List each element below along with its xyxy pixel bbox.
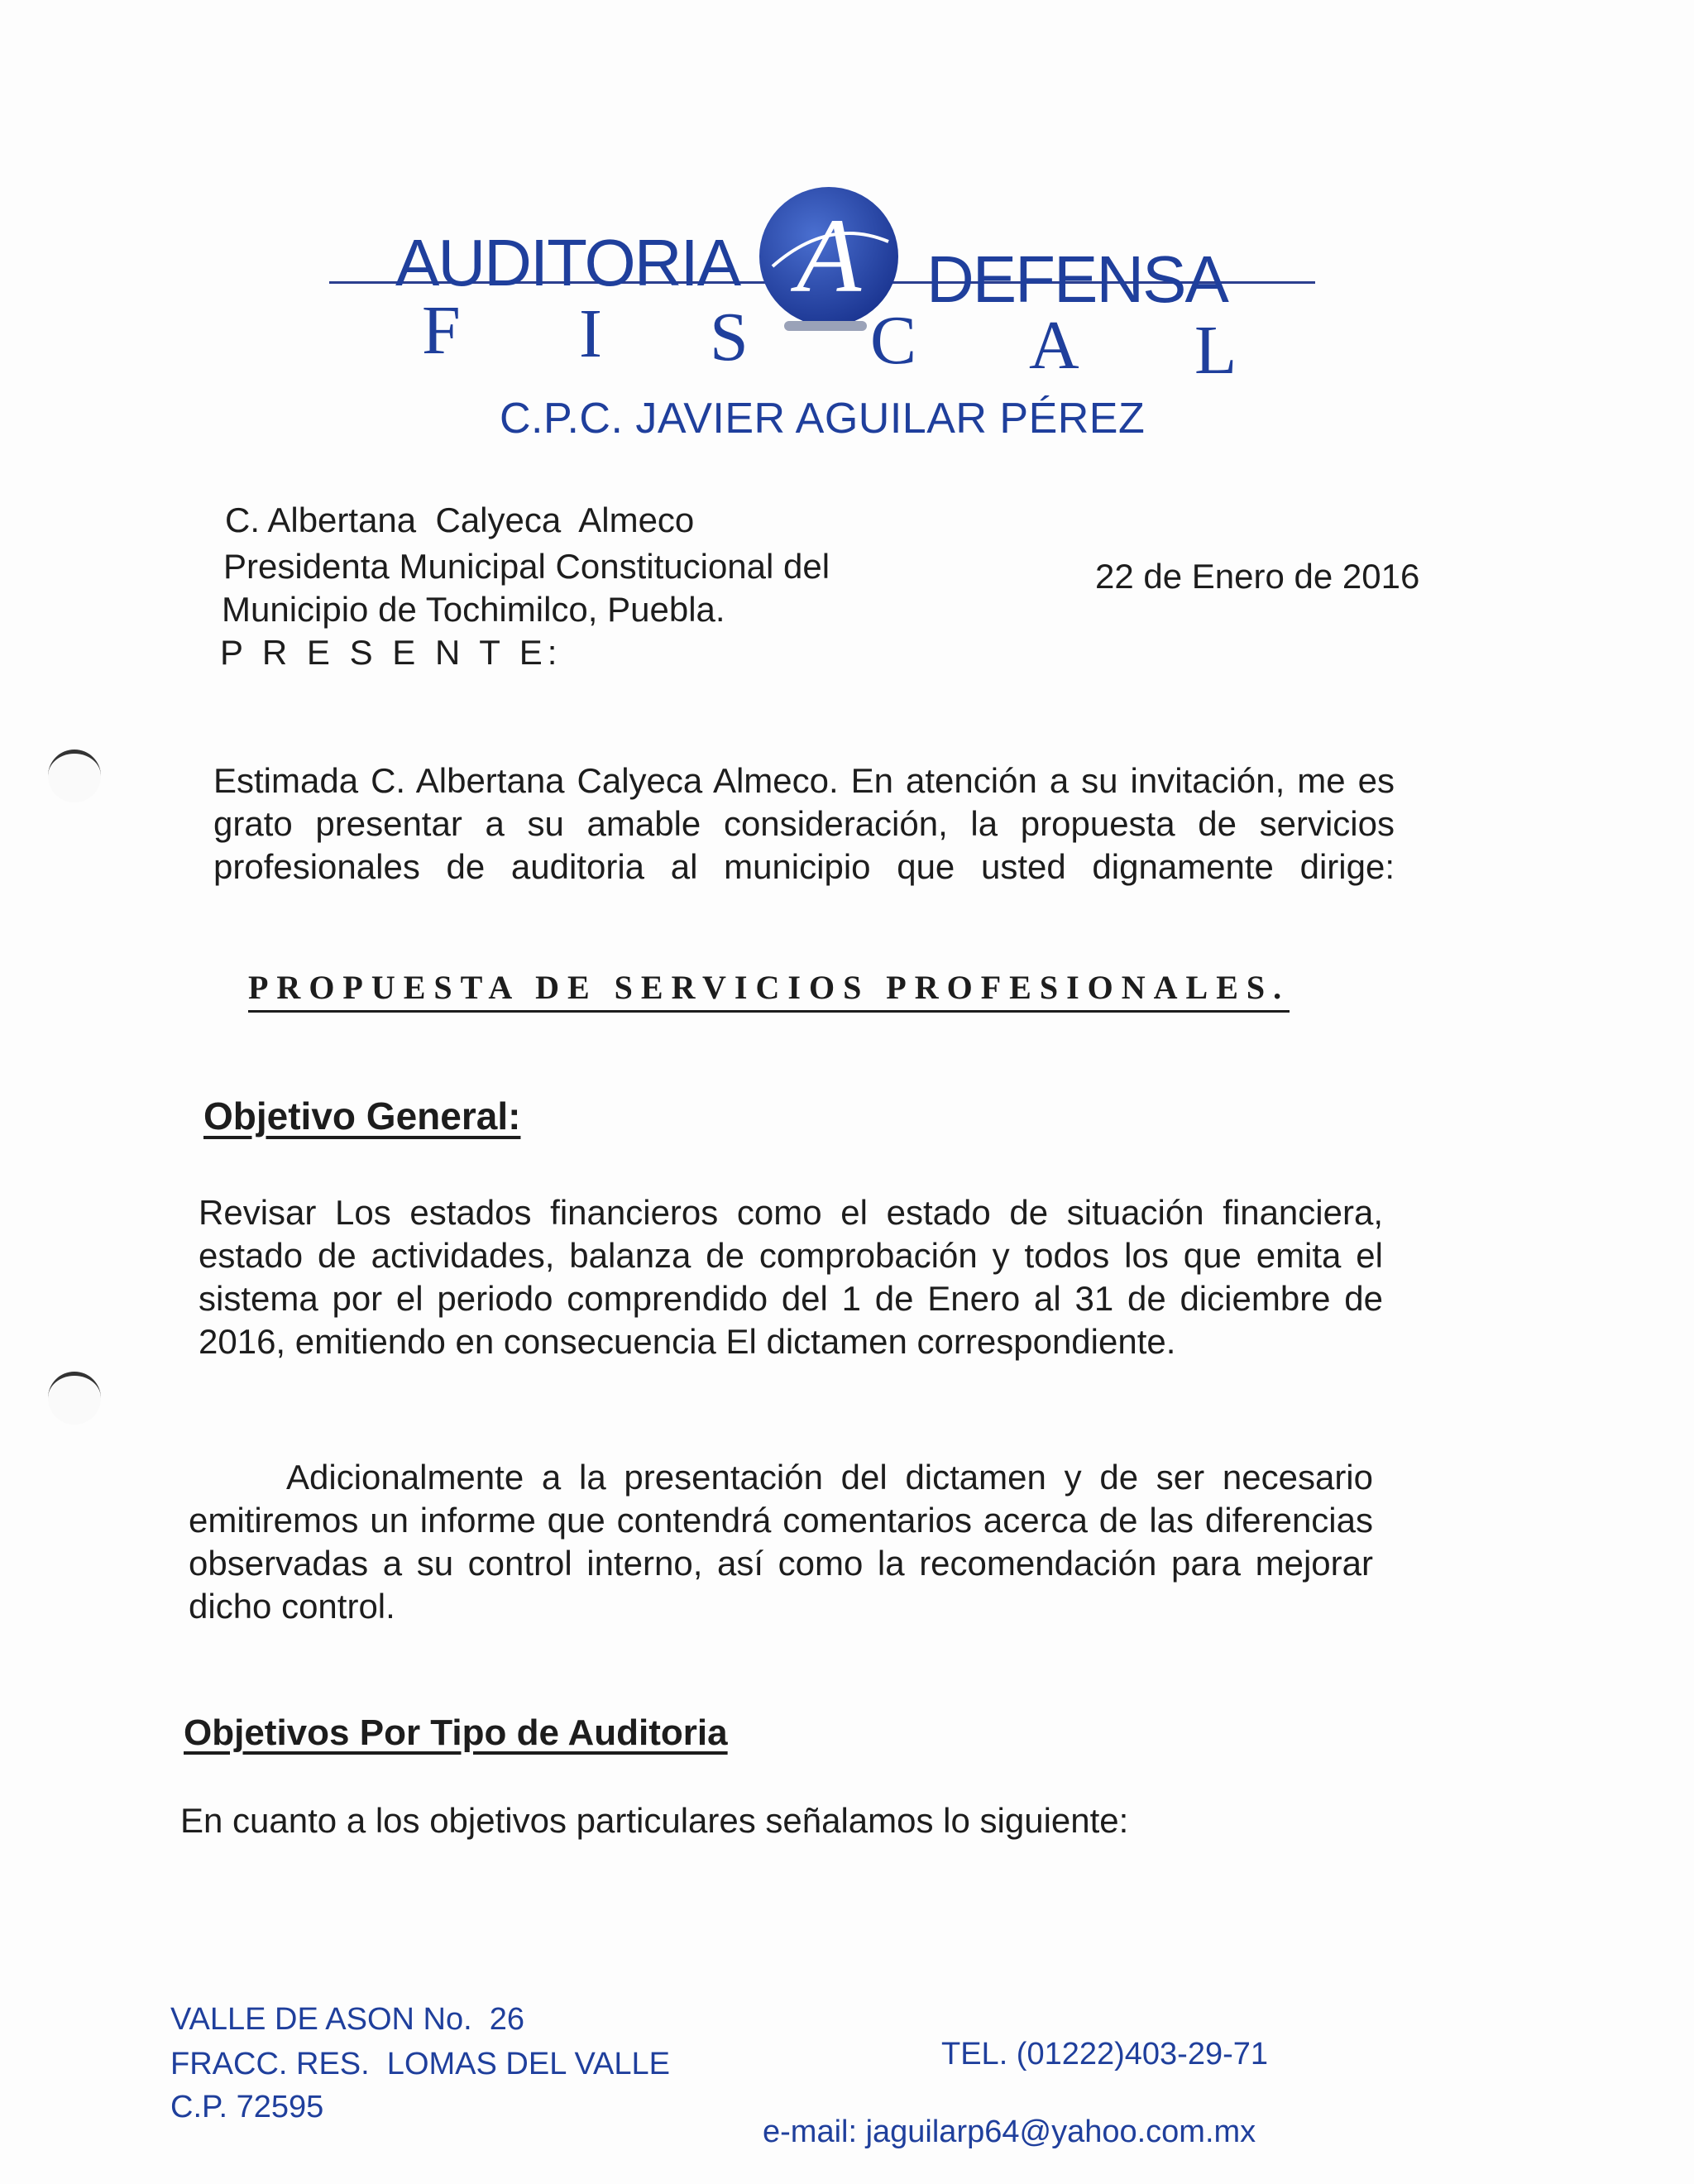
recipient-presente: P R E S E N T E: bbox=[220, 633, 562, 672]
proposal-title: PROPUESTA DE SERVICIOS PROFESIONALES. bbox=[248, 968, 1290, 1013]
fiscal-letter-i: I bbox=[579, 295, 602, 372]
logo-underline-swoosh bbox=[784, 321, 867, 331]
letterhead-left-word: AUDITORIA bbox=[395, 226, 740, 299]
letterhead-right-word: DEFENSA bbox=[926, 242, 1227, 316]
fiscal-letter-s: S bbox=[710, 299, 749, 376]
footer-address-line3: C.P. 72595 bbox=[170, 2090, 324, 2124]
recipient-municipality: Municipio de Tochimilco, Puebla. bbox=[222, 590, 725, 629]
letter-date: 22 de Enero de 2016 bbox=[1095, 557, 1420, 596]
footer-address-line2: FRACC. RES. LOMAS DEL VALLE bbox=[170, 2047, 670, 2081]
accountant-name: C.P.C. JAVIER AGUILAR PÉREZ bbox=[500, 395, 1146, 443]
objective-general-heading: Objetivo General: bbox=[203, 1094, 521, 1138]
fiscal-letter-a: A bbox=[1029, 307, 1079, 384]
punch-hole-top bbox=[48, 750, 101, 802]
additional-report-paragraph: Adicionalmente a la presentación del dictamen y de ser necesario emitiremos un informe que contendrá comentarios acerca de las diferencias observadas a su control interno, así como la recomendación para mejorar dicho control. bbox=[189, 1458, 1373, 1626]
footer-address-line1: VALLE DE ASON No. 26 bbox=[170, 2002, 525, 2037]
punch-hole-bottom bbox=[48, 1372, 101, 1425]
fiscal-letter-f: F bbox=[422, 292, 461, 369]
footer-email[interactable]: e-mail: jaguilarp64@yahoo.com.mx bbox=[763, 2115, 1256, 2149]
objectives-by-type-heading: Objetivos Por Tipo de Auditoria bbox=[184, 1712, 728, 1753]
fiscal-letter-l: L bbox=[1194, 312, 1237, 389]
fiscal-letter-c: C bbox=[870, 302, 917, 379]
footer-phone: TEL. (01222)403-29-71 bbox=[941, 2037, 1269, 2071]
salutation-paragraph: Estimada C. Albertana Calyeca Almeco. En atención a su invitación, me es grato presentar a su amable consideración, la propuesta de servicios profesionales de auditoria al municipio que usted dignamente dirige: bbox=[213, 761, 1395, 886]
recipient-title: Presidenta Municipal Constitucional del bbox=[223, 547, 830, 586]
recipient-name: C. Albertana Calyeca Almeco bbox=[225, 500, 695, 539]
logo-letter: A bbox=[796, 197, 862, 314]
objectives-intro: En cuanto a los objetivos particulares señalamos lo siguiente: bbox=[180, 1801, 1129, 1840]
objective-general-paragraph: Revisar Los estados financieros como el estado de situación financiera, estado de actividades, balanza de comprobación y todos los que emita el sistema por el periodo comprendido del 1 de Enero al 31 de diciembre de 2016, emitiendo en consecuencia El dictamen correspondiente. bbox=[199, 1193, 1383, 1361]
